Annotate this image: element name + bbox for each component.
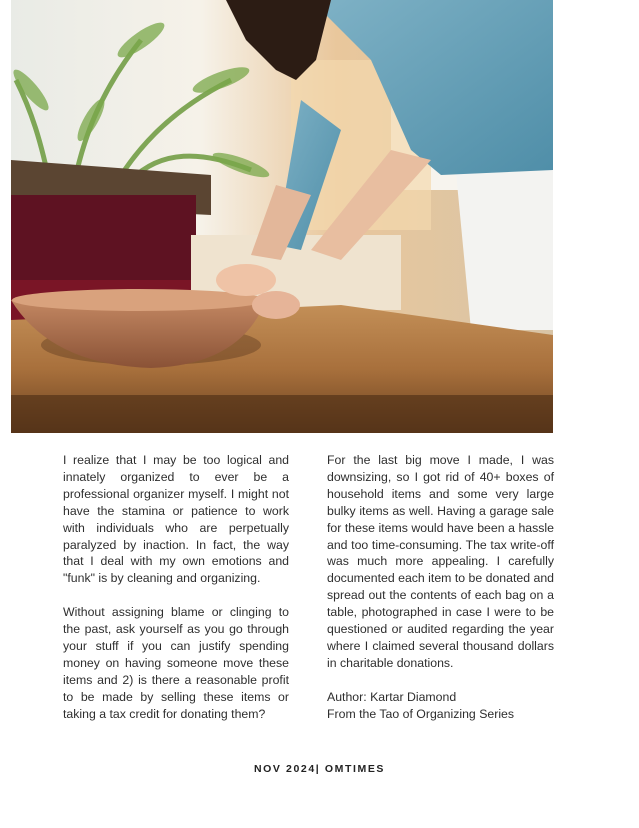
paragraph: For the last big move I made, I was downsizing, so I got rid of 40+ boxes of household items and some very large bulky items as well. Having a garage sale for these items would have been a hassle and too time-consuming. The tax write-off was much more appealing. I carefully documented each item to be donated and spread out the contents of each bag on a table, photographed in case I were to be questioned or audited regarding the year where I claimed several thousand dollars in charitable donations. (327, 453, 554, 670)
page-footer: NOV 2024| OMTIMES (253, 763, 386, 775)
author-credit (327, 689, 554, 723)
paragraph: Without assigning blame or clinging to the past, ask yourself as you go through your stuff if you can justify spending money on having someone move these items and 2) is there a reasonable profit to be made by selling these items or taking a tax credit for donating them? (63, 605, 289, 721)
series-name: From the Tao of Organizing Series (327, 706, 515, 721)
paragraph: I realize that I may be too logical and innately organized to ever be a professional organizer myself. I might not have the stamina or patience to work with individuals who are perpetually paralyzed by inaction. In fact, the way that I deal with my own emotions and "funk" is by cleaning and organizing. (63, 453, 289, 586)
hero-photo (11, 0, 553, 433)
article-column-left (63, 452, 289, 740)
article-column-right (327, 452, 554, 740)
author-name: Author: Kartar Diamond (327, 689, 457, 704)
